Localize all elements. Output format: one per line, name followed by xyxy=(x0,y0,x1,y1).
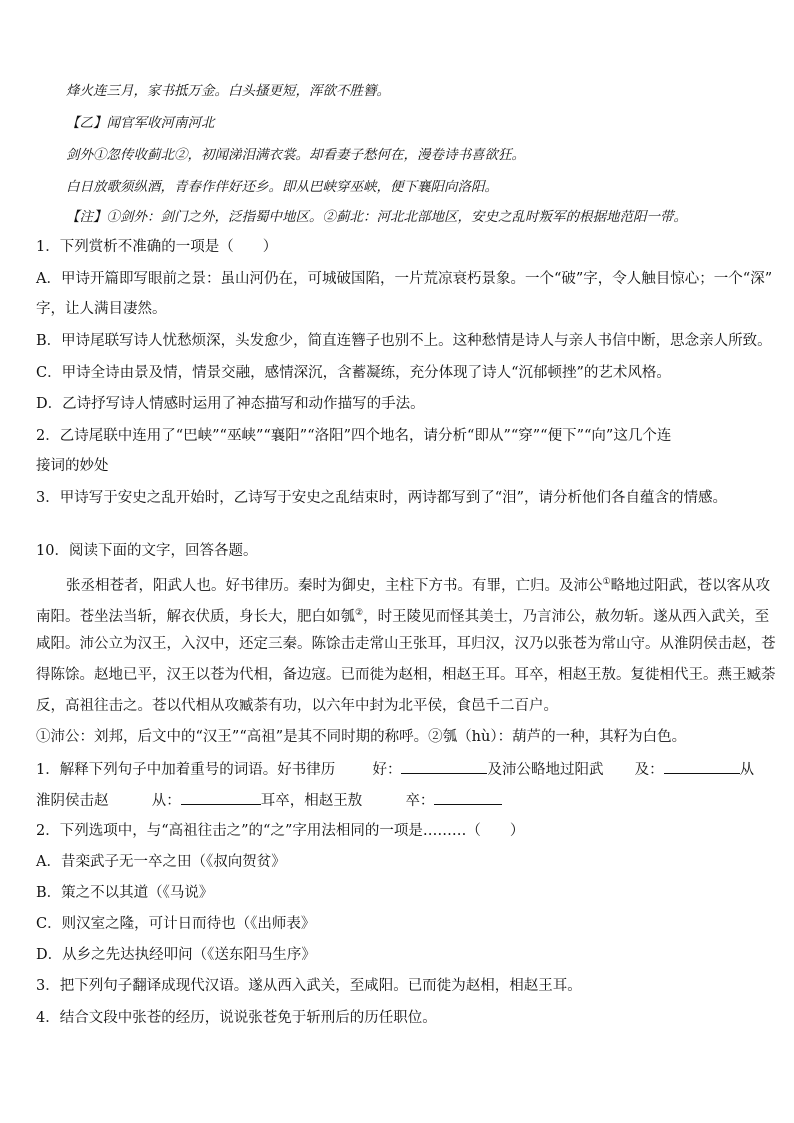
question-text: 从 xyxy=(739,762,755,778)
poem-line: 白日放歌须纵酒，青春作伴好还乡。即从巴峡穿巫峡，便下襄阳向洛阳。 xyxy=(66,179,498,195)
footnote-mark: ① xyxy=(602,577,611,587)
passage-line: 反，高祖往击之。苍以代相从攻臧荼有功，以六年中封为北平侯，食邑千二百户。 xyxy=(36,698,558,714)
question-text: 好： xyxy=(372,762,402,778)
passage-line: 咸阳。沛公立为汉王，入汉中，还定三秦。陈馀击走常山王张耳，耳归汉，汉乃以张苍为常山守。从淮阴侯击赵，苍 xyxy=(36,636,776,652)
question-text: 卒： xyxy=(405,793,435,809)
option-c: C．则汉室之隆，可计日而待也（《出师表》 xyxy=(36,916,316,932)
option-a-cont: 字，让人满目凄然。 xyxy=(36,301,167,317)
passage-note: ①沛公：刘邦，后文中的“汉王”“高祖”是其不同时期的称呼。②瓠（hù）：葫芦的一种，其籽为白色。 xyxy=(36,729,687,745)
poem-line: 烽火连三月，家书抵万金。白头搔更短，浑欲不胜簪。 xyxy=(66,83,390,99)
answer-blank[interactable] xyxy=(664,757,740,774)
passage-text: ，时王陵见而怪其美士，乃言沛公，赦勿斩。遂从西入武关，至 xyxy=(363,608,770,625)
question-10-1 xyxy=(36,757,764,781)
option-a: A．昔栾武子无一卒之田（《叔向贺贫》 xyxy=(36,854,286,870)
question-9-2-cont: 接词的妙处 xyxy=(36,458,109,474)
question-9-3: 3．甲诗写于安史之乱开始时，乙诗写于安史之乱结束时，两诗都写到了“泪”，请分析他们各自蕴含的情感。 xyxy=(36,490,728,506)
question-text: 及： xyxy=(634,762,664,778)
answer-blank[interactable] xyxy=(401,757,487,774)
question-text: 1．解释下列句子中加着重号的词语。好书律历 xyxy=(36,762,336,778)
passage-line: 得陈馀。赵地已平，汉王以苍为代相，备边寇。已而徙为赵相，相赵王耳。耳卒，相赵王敖。复徙相代王。燕王臧荼 xyxy=(36,667,776,683)
poem-note: 【注】①剑外：剑门之外，泛指蜀中地区。②蓟北：河北北部地区，安史之乱时叛军的根据地范阳一带。 xyxy=(66,209,687,225)
question-text: 耳卒，相赵王敖 xyxy=(260,793,363,809)
answer-blank[interactable] xyxy=(434,788,502,805)
passage-line xyxy=(36,602,770,628)
passage-text: 略地过阳武，苍以客从攻 xyxy=(610,577,771,594)
question-10-3: 3．把下列句子翻译成现代汉语。遂从西入武关，至咸阳。已而徙为赵相，相赵王耳。 xyxy=(36,978,582,994)
passage-line xyxy=(66,571,771,597)
poem-line: 剑外①忽传收蓟北②，初闻涕泪满衣裳。却看妻子愁何在，漫卷诗书喜欲狂。 xyxy=(66,147,525,163)
question-9-1: 1．下列赏析不准确的一项是（ ） xyxy=(36,239,278,255)
poem-title: 【乙】闻官军收河南河北 xyxy=(66,115,215,131)
question-text: 从： xyxy=(151,793,181,809)
question-text: 及沛公略地过阳武 xyxy=(487,762,604,778)
option-b: B．策之不以其道（《马说》 xyxy=(36,885,214,901)
question-10-4: 4．结合文段中张苍的经历，说说张苍免于斩刑后的历任职位。 xyxy=(36,1010,437,1026)
option-d: D．乙诗抒写诗人情感时运用了神态描写和动作描写的手法。 xyxy=(36,396,425,412)
option-a: A．甲诗开篇即写眼前之景：虽山河仍在，可城破国陷，一片荒凉衰朽景象。一个“破”字，令人触目惊心；一个“深” xyxy=(36,271,773,287)
question-10-2: 2．下列选项中，与“高祖往击之”的“之”字用法相同的一项是………（ ） xyxy=(36,823,525,839)
option-b: B．甲诗尾联写诗人忧愁烦深，头发愈少，简直连簪子也别不上。这种愁情是诗人与亲人书信中断，思念亲人所致。 xyxy=(36,333,772,349)
section-10-title: 10．阅读下面的文字，回答各题。 xyxy=(36,543,258,559)
question-10-1-cont xyxy=(36,788,764,812)
option-c: C．甲诗全诗由景及情，情景交融，感情深沉，含蓄凝练，充分体现了诗人“沉郁顿挫”的艺术风格。 xyxy=(36,365,671,381)
question-text: 淮阴侯击赵 xyxy=(36,793,109,809)
passage-text: 南阳。苍坐法当斩，解衣伏质，身长大，肥白如瓠 xyxy=(36,608,355,625)
question-9-2: 2．乙诗尾联中连用了“巴峡”“巫峡”“襄阳”“洛阳”四个地名，请分析“即从”“穿”“便下”“向”这几个连 xyxy=(36,428,672,444)
answer-blank[interactable] xyxy=(181,788,261,805)
passage-text: 张丞相苍者，阳武人也。好书律历。秦时为御史，主柱下方书。有罪，亡归。及沛公 xyxy=(66,577,603,594)
option-d: D．从乡之先达执经叩问（《送东阳马生序》 xyxy=(36,947,316,963)
footnote-mark: ② xyxy=(355,608,364,618)
